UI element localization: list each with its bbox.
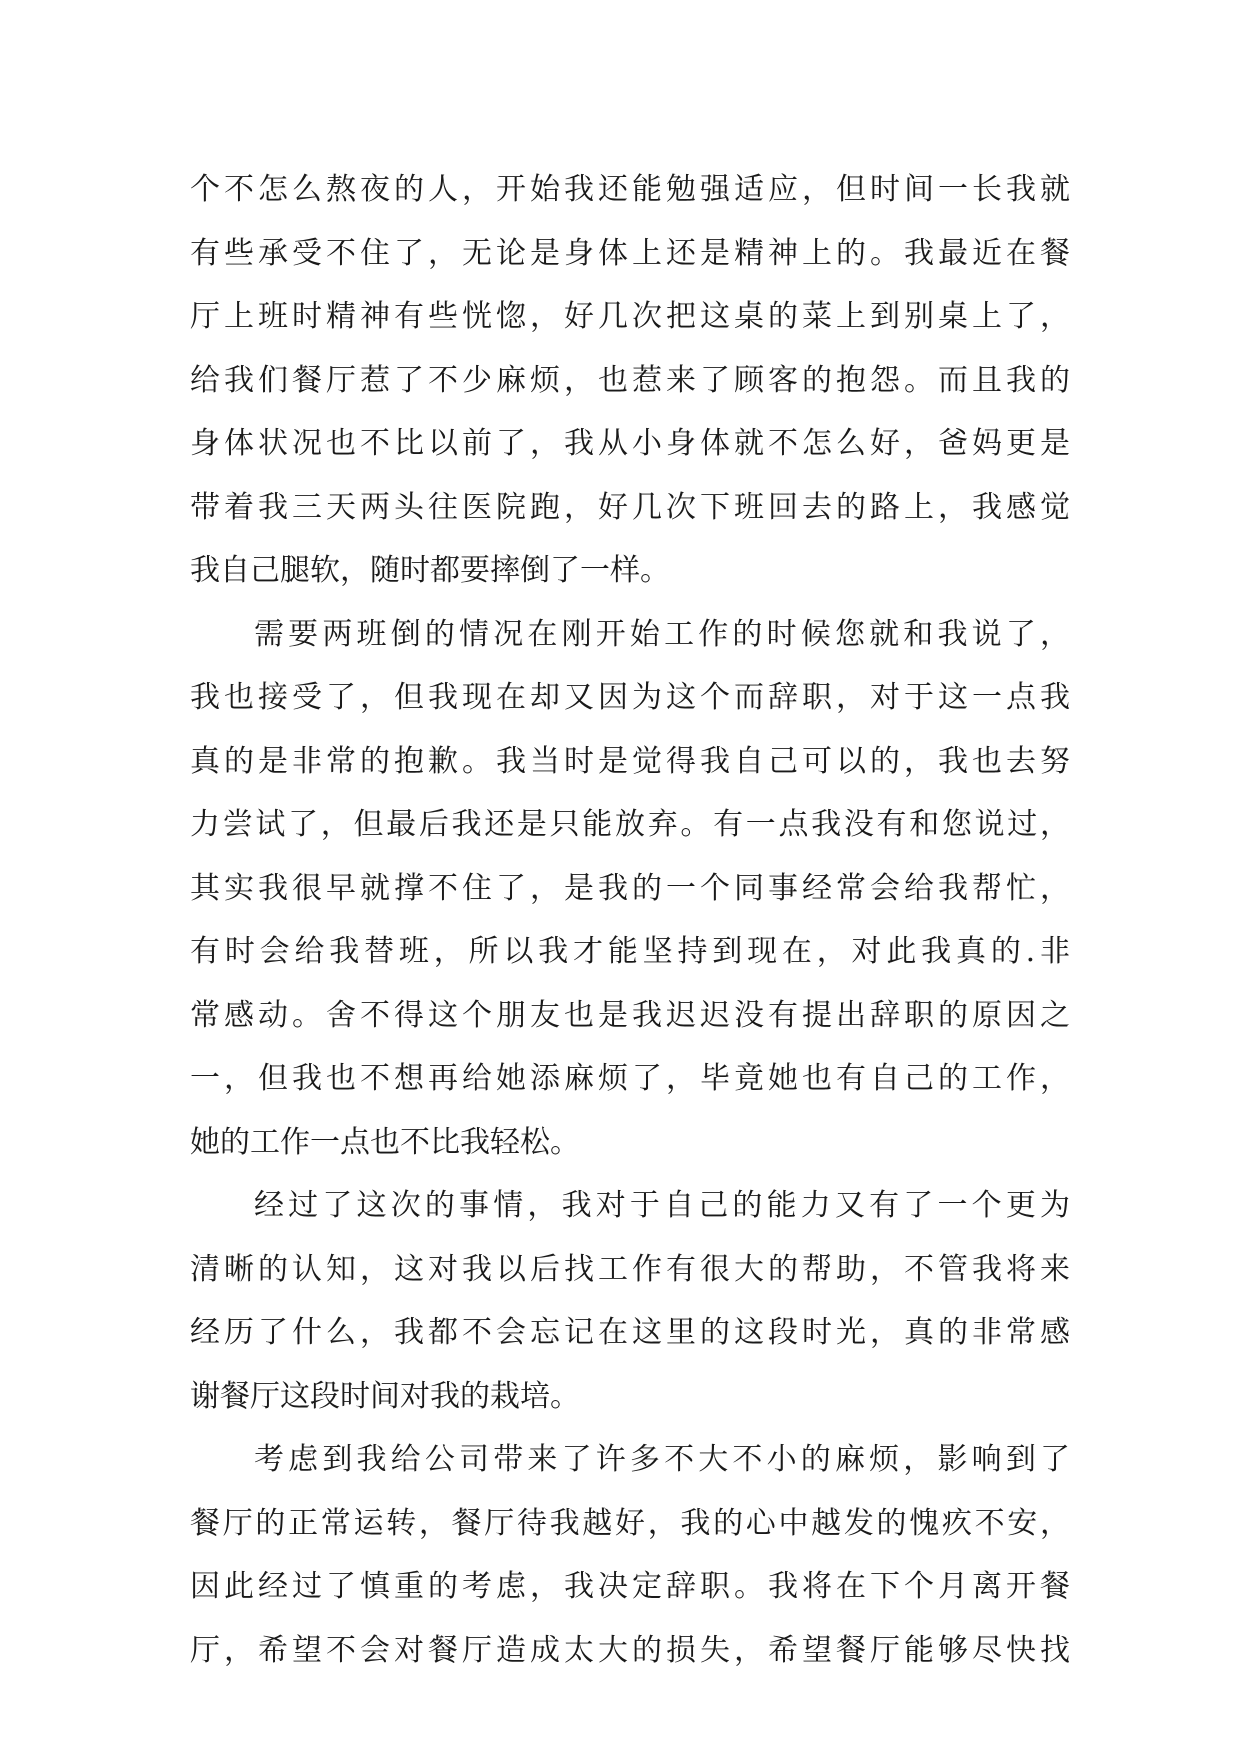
text-line: 我也接受了，但我现在却又因为这个而辞职，对于这一点我	[190, 680, 1070, 715]
text-line: 因此经过了慎重的考虑，我决定辞职。我将在下个月离开餐	[190, 1569, 1070, 1604]
text-line: 有些承受不住了，无论是身体上还是精神上的。我最近在餐	[190, 235, 1070, 271]
text-line: 经过了这次的事情，我对于自己的能力又有了一个更为	[254, 1188, 1070, 1223]
text-line: 力尝试了，但最后我还是只能放弃。有一点我没有和您说过，	[190, 807, 1070, 842]
text-line: 有时会给我替班，所以我才能坚持到现在，对此我真的.非	[190, 934, 1070, 969]
text-line: 谢餐厅这段时间对我的栽培。	[190, 1378, 580, 1414]
text-line: 她的工作一点也不比我轻松。	[190, 1124, 580, 1160]
text-line: 经历了什么，我都不会忘记在这里的这段时光，真的非常感	[190, 1315, 1070, 1350]
body-text	[190, 158, 1070, 1682]
text-line: 需要两班倒的情况在刚开始工作的时候您就和我说了，	[254, 616, 1070, 652]
text-line: 带着我三天两头往医院跑，好几次下班回去的路上，我感觉	[190, 489, 1070, 525]
text-line: 真的是非常的抱歉。我当时是觉得我自己可以的，我也去努	[190, 743, 1070, 779]
text-line: 身体状况也不比以前了，我从小身体就不怎么好，爸妈更是	[190, 426, 1070, 461]
text-line: 厅，希望不会对餐厅造成太大的损失，希望餐厅能够尽快找	[190, 1632, 1070, 1668]
text-line: 给我们餐厅惹了不少麻烦，也惹来了顾客的抱怨。而且我的	[190, 362, 1070, 398]
text-line: 餐厅的正常运转，餐厅待我越好，我的心中越发的愧疚不安，	[190, 1505, 1070, 1541]
text-line: 常感动。舍不得这个朋友也是我迟迟没有提出辞职的原因之	[190, 997, 1070, 1033]
text-line: 我自己腿软，随时都要摔倒了一样。	[190, 553, 670, 588]
text-line: 个不怎么熬夜的人，开始我还能勉强适应，但时间一长我就	[190, 172, 1070, 207]
text-line: 一，但我也不想再给她添麻烦了，毕竟她也有自己的工作，	[190, 1061, 1070, 1096]
text-line: 清晰的认知，这对我以后找工作有很大的帮助，不管我将来	[190, 1251, 1070, 1287]
text-line: 考虑到我给公司带来了许多不大不小的麻烦，影响到了	[254, 1442, 1070, 1477]
text-line: 厅上班时精神有些恍惚，好几次把这桌的菜上到别桌上了，	[190, 299, 1070, 334]
text-line: 其实我很早就撑不住了，是我的一个同事经常会给我帮忙，	[190, 870, 1070, 906]
